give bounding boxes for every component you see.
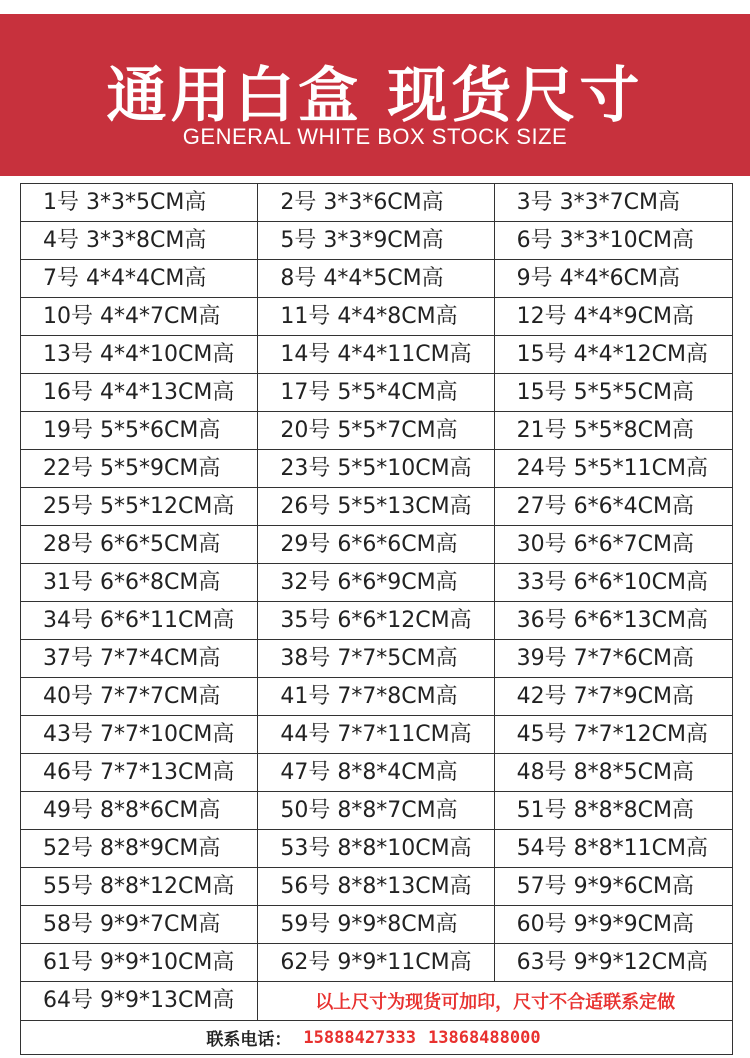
- custom-order-notice: 以上尺寸为现货可加印，尺寸不合适联系定做: [257, 982, 732, 1020]
- page-title: 通用白盒 现货尺寸: [106, 61, 644, 131]
- size-cell: 27号 6*6*4CM高: [494, 488, 732, 525]
- size-cell: 8号 4*4*5CM高: [257, 260, 493, 297]
- size-cell: 64号 9*9*13CM高: [43, 988, 235, 1013]
- size-cell: 63号 9*9*12CM高: [494, 944, 732, 981]
- size-cell: 15号 4*4*12CM高: [494, 336, 732, 373]
- size-cell: 2号 3*3*6CM高: [257, 184, 493, 221]
- size-cell: 23号 5*5*10CM高: [257, 450, 493, 487]
- table-row: [21, 716, 732, 754]
- size-cell: 55号 8*8*12CM高: [43, 873, 235, 899]
- size-cell: 25号 5*5*12CM高: [43, 493, 235, 519]
- size-cell: 58号 9*9*7CM高: [43, 911, 221, 937]
- size-cell: 60号 9*9*9CM高: [494, 906, 732, 943]
- table-row: [21, 944, 732, 982]
- size-cell: 11号 4*4*8CM高: [257, 298, 493, 335]
- size-cell: 57号 9*9*6CM高: [494, 868, 732, 905]
- size-cell: 49号 8*8*6CM高: [43, 797, 221, 823]
- page-subtitle: GENERAL WHITE BOX STOCK SIZE: [182, 124, 568, 149]
- size-cell: 28号 6*6*5CM高: [43, 531, 221, 557]
- table-row: [21, 412, 732, 450]
- size-cell: 34号 6*6*11CM高: [43, 607, 235, 633]
- phone-number-2[interactable]: 13868488000: [428, 1027, 541, 1048]
- size-cell: 36号 6*6*13CM高: [494, 602, 732, 639]
- size-cell: 42号 7*7*9CM高: [494, 678, 732, 715]
- size-cell: 43号 7*7*10CM高: [43, 721, 235, 747]
- size-cell: 21号 5*5*8CM高: [494, 412, 732, 449]
- size-cell: 17号 5*5*4CM高: [257, 374, 493, 411]
- size-cell: 1号 3*3*5CM高: [43, 189, 207, 215]
- size-table: [20, 183, 733, 1055]
- size-cell: 14号 4*4*11CM高: [257, 336, 493, 373]
- size-cell: 52号 8*8*9CM高: [43, 835, 221, 861]
- size-cell: 10号 4*4*7CM高: [43, 303, 221, 329]
- size-cell: 24号 5*5*11CM高: [494, 450, 732, 487]
- table-row: [21, 792, 732, 830]
- size-cell: 16号 4*4*13CM高: [43, 379, 235, 405]
- size-cell: 15号 5*5*5CM高: [494, 374, 732, 411]
- table-row: [21, 678, 732, 716]
- size-cell: 38号 7*7*5CM高: [257, 640, 493, 677]
- size-cell: 50号 8*8*7CM高: [257, 792, 493, 829]
- table-row: [21, 640, 732, 678]
- size-cell: 61号 9*9*10CM高: [43, 949, 235, 975]
- size-cell: 29号 6*6*6CM高: [257, 526, 493, 563]
- size-cell: 12号 4*4*9CM高: [494, 298, 732, 335]
- size-cell: 47号 8*8*4CM高: [257, 754, 493, 791]
- size-cell: 46号 7*7*13CM高: [43, 759, 235, 785]
- size-cell: 53号 8*8*10CM高: [257, 830, 493, 867]
- table-row: [21, 526, 732, 564]
- table-row-last: [21, 982, 732, 1021]
- table-row: [21, 260, 732, 298]
- size-cell: 31号 6*6*8CM高: [43, 569, 221, 595]
- size-cell: 32号 6*6*9CM高: [257, 564, 493, 601]
- table-row: [21, 754, 732, 792]
- size-cell: 13号 4*4*10CM高: [43, 341, 235, 367]
- size-cell: 26号 5*5*13CM高: [257, 488, 493, 525]
- size-cell: 45号 7*7*12CM高: [494, 716, 732, 753]
- size-cell: 9号 4*4*6CM高: [494, 260, 732, 297]
- size-cell: 56号 8*8*13CM高: [257, 868, 493, 905]
- size-cell: 51号 8*8*8CM高: [494, 792, 732, 829]
- table-row: [21, 336, 732, 374]
- table-row: [21, 564, 732, 602]
- table-row: [21, 450, 732, 488]
- size-table-body: [21, 184, 732, 982]
- size-cell: 20号 5*5*7CM高: [257, 412, 493, 449]
- size-cell: 44号 7*7*11CM高: [257, 716, 493, 753]
- contact-line: [21, 1021, 732, 1054]
- size-cell: 35号 6*6*12CM高: [257, 602, 493, 639]
- table-row: [21, 488, 732, 526]
- size-cell: 54号 8*8*11CM高: [494, 830, 732, 867]
- size-cell: 41号 7*7*8CM高: [257, 678, 493, 715]
- size-cell: 19号 5*5*6CM高: [43, 417, 221, 443]
- table-row: [21, 222, 732, 260]
- size-cell: 22号 5*5*9CM高: [43, 455, 221, 481]
- size-cell: 3号 3*3*7CM高: [494, 184, 732, 221]
- table-row: [21, 298, 732, 336]
- size-cell: 40号 7*7*7CM高: [43, 683, 221, 709]
- phone-number-1[interactable]: 15888427333: [303, 1027, 416, 1048]
- table-row: [21, 868, 732, 906]
- size-cell: 59号 9*9*8CM高: [257, 906, 493, 943]
- size-cell: 48号 8*8*5CM高: [494, 754, 732, 791]
- size-cell: 5号 3*3*9CM高: [257, 222, 493, 259]
- header-banner: [0, 0, 750, 176]
- size-cell: 4号 3*3*8CM高: [43, 227, 207, 253]
- size-cell: 62号 9*9*11CM高: [257, 944, 493, 981]
- size-cell: 30号 6*6*7CM高: [494, 526, 732, 563]
- table-row: [21, 374, 732, 412]
- size-cell: 33号 6*6*10CM高: [494, 564, 732, 601]
- contact-label: 联系电话：: [206, 1030, 292, 1050]
- size-cell: 6号 3*3*10CM高: [494, 222, 732, 259]
- size-cell: 7号 4*4*4CM高: [43, 265, 207, 291]
- table-row: [21, 830, 732, 868]
- table-row: [21, 184, 732, 222]
- size-cell: 39号 7*7*6CM高: [494, 640, 732, 677]
- size-cell: 37号 7*7*4CM高: [43, 645, 221, 671]
- table-row: [21, 906, 732, 944]
- table-row: [21, 602, 732, 640]
